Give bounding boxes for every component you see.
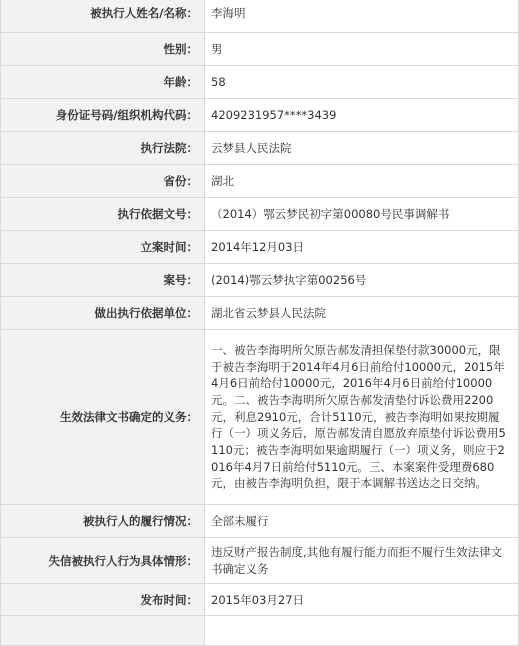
value-filing-date: 2014年12月03日 [205,231,519,264]
row-dishonest-behavior [1,538,519,584]
row-gender [1,33,519,66]
value-id-number: 4209231957****3439 [205,99,519,132]
label-name: 被执行人姓名/名称： [1,0,205,33]
label-legal-obligation: 生效法律文书确定的义务： [1,330,205,505]
label-basis-doc-number: 执行依据文号： [1,198,205,231]
value-performance-status: 全部未履行 [205,505,519,538]
label-partial-bottom [1,616,205,646]
row-partial-bottom [1,616,519,646]
label-id-number: 身份证号码/组织机构代码： [1,99,205,132]
row-province [1,165,519,198]
row-court [1,132,519,165]
value-province: 湖北 [205,165,519,198]
value-publish-date: 2015年03月27日 [205,584,519,616]
value-basis-doc-number: （2014）鄂云梦民初字第00080号民事调解书 [205,198,519,231]
value-name: 李海明 [205,0,519,33]
value-basis-issuer: 湖北省云梦县人民法院 [205,297,519,330]
row-basis-issuer [1,297,519,330]
value-court: 云梦县人民法院 [205,132,519,165]
label-province: 省份： [1,165,205,198]
row-age [1,66,519,99]
value-gender: 男 [205,33,519,66]
label-court: 执行法院： [1,132,205,165]
label-publish-date: 发布时间： [1,584,205,616]
label-gender: 性别： [1,33,205,66]
row-id-number [1,99,519,132]
label-filing-date: 立案时间： [1,231,205,264]
row-basis-doc-number [1,198,519,231]
row-performance-status [1,505,519,538]
row-filing-date [1,231,519,264]
label-performance-status: 被执行人的履行情况： [1,505,205,538]
label-dishonest-behavior: 失信被执行人行为具体情形： [1,538,205,584]
label-basis-issuer: 做出执行依据单位： [1,297,205,330]
label-case-number: 案号： [1,264,205,297]
row-case-number [1,264,519,297]
value-case-number: (2014)鄂云梦执字第00256号 [205,264,519,297]
row-legal-obligation [1,330,519,505]
value-age: 58 [205,66,519,99]
value-partial-bottom [205,616,519,646]
label-age: 年龄： [1,66,205,99]
value-dishonest-behavior: 违反财产报告制度,其他有履行能力而拒不履行生效法律文书确定义务 [205,538,519,584]
value-legal-obligation: 一、被告李海明所欠原告郝发清担保垫付款30000元，限于被告李海明于2014年4月6日前给付10000元，2015年4月6日前给付10000元，2016年4月6日前给付10000元。二、被告李海明所欠原告郝发清垫付诉讼费用2200元，利息2910元，合计5110元，被告李海明如果按期履行（一）项义务后，原告郝发清自愿放弃原垫付诉讼费用5110元；被告李海明如果逾期履行（一）项义务，则应于2016年4月7日前给付5110元。三、本案案件受理费680元，由被告李海明负担，限于本调解书送达之日交纳。 [205,330,519,505]
row-name [1,0,519,33]
